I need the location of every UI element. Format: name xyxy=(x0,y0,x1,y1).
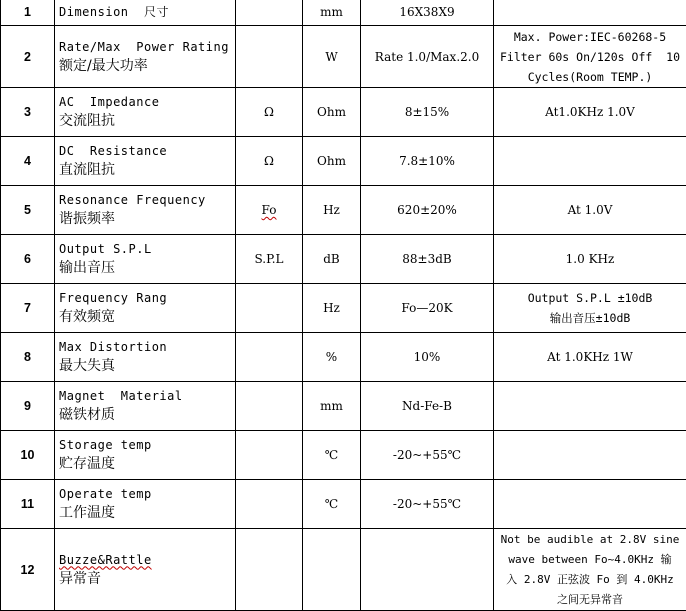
value-cell: 620±20% xyxy=(361,186,494,235)
value-cell: Fo—20K xyxy=(361,284,494,333)
item-name xyxy=(55,88,236,137)
spec-table-body xyxy=(1,0,686,611)
item-name-en: Max Distortion xyxy=(59,338,231,356)
unit-cell: W xyxy=(303,26,361,88)
item-name xyxy=(55,431,236,480)
remarks-cell: 1.0 KHz xyxy=(494,235,686,284)
value-cell: -20~+55℃ xyxy=(361,480,494,529)
row-number: 2 xyxy=(1,26,55,88)
item-name xyxy=(55,186,236,235)
row-number: 8 xyxy=(1,333,55,382)
table-row xyxy=(1,529,686,611)
row-number: 6 xyxy=(1,235,55,284)
symbol-cell: S.P.L xyxy=(236,235,303,284)
item-name xyxy=(55,235,236,284)
item-name xyxy=(55,382,236,431)
unit-cell: ℃ xyxy=(303,431,361,480)
symbol-cell xyxy=(236,529,303,611)
value-cell xyxy=(361,529,494,611)
item-name-cn: 工作温度 xyxy=(59,503,231,523)
table-row xyxy=(1,186,686,235)
table-row xyxy=(1,137,686,186)
item-name-en: Buzze&Rattle xyxy=(59,551,152,569)
item-name-cn: 额定/最大功率 xyxy=(59,56,231,76)
symbol-cell xyxy=(236,480,303,529)
remarks-cell xyxy=(494,137,686,186)
symbol-cell: Ω xyxy=(236,137,303,186)
value-cell: 16X38X9 xyxy=(361,0,494,26)
remarks-text: Not be audible at 2.8V sine wave between Fo~4.0KHz 输 入 2.8V 正弦波 Fo 到 4.0KHz 之间无异常音 xyxy=(498,530,682,610)
table-row xyxy=(1,0,686,26)
symbol-cell: Ω xyxy=(236,88,303,137)
item-name-cn: 交流阻抗 xyxy=(59,111,231,131)
item-name xyxy=(55,26,236,88)
table-row xyxy=(1,431,686,480)
table-row xyxy=(1,480,686,529)
item-name xyxy=(55,480,236,529)
table-row xyxy=(1,333,686,382)
remarks-cell xyxy=(494,431,686,480)
unit-cell: % xyxy=(303,333,361,382)
remarks-cell: At 1.0V xyxy=(494,186,686,235)
item-name-en: Frequency Rang xyxy=(59,289,231,307)
item-name-en: AC Impedance xyxy=(59,93,231,111)
row-number: 5 xyxy=(1,186,55,235)
value-cell: Nd-Fe-B xyxy=(361,382,494,431)
remarks-cell xyxy=(494,529,686,611)
remarks-text: Output S.P.L ±10dB 输出音压±10dB xyxy=(498,288,682,328)
remarks-text: Max. Power:IEC-60268-5 Filter 60s On/120s Off 10 Cycles(Room TEMP.) xyxy=(498,27,682,87)
row-number: 12 xyxy=(1,529,55,611)
symbol-cell xyxy=(236,186,303,235)
row-number: 7 xyxy=(1,284,55,333)
table-row xyxy=(1,88,686,137)
remarks-cell xyxy=(494,26,686,88)
row-number: 9 xyxy=(1,382,55,431)
unit-cell: Ohm xyxy=(303,88,361,137)
table-row xyxy=(1,382,686,431)
item-name-cn: 直流阻抗 xyxy=(59,160,231,180)
remarks-cell xyxy=(494,382,686,431)
row-number: 10 xyxy=(1,431,55,480)
item-name-cn: 最大失真 xyxy=(59,356,231,376)
row-number: 3 xyxy=(1,88,55,137)
unit-cell: Hz xyxy=(303,186,361,235)
item-name-en: Rate/Max Power Rating xyxy=(59,38,231,56)
item-name xyxy=(55,284,236,333)
item-name xyxy=(55,0,236,26)
item-name-en: Dimension 尺寸 xyxy=(59,3,231,21)
value-cell: Rate 1.0/Max.2.0 xyxy=(361,26,494,88)
item-name xyxy=(55,333,236,382)
symbol-cell xyxy=(236,284,303,333)
value-cell: 10% xyxy=(361,333,494,382)
remarks-cell xyxy=(494,0,686,26)
remarks-cell: At 1.0KHz 1W xyxy=(494,333,686,382)
row-number: 1 xyxy=(1,0,55,26)
unit-cell: Hz xyxy=(303,284,361,333)
row-number: 4 xyxy=(1,137,55,186)
value-cell: 7.8±10% xyxy=(361,137,494,186)
item-name-en: Operate temp xyxy=(59,485,231,503)
table-row xyxy=(1,235,686,284)
item-name xyxy=(55,137,236,186)
unit-cell: dB xyxy=(303,235,361,284)
symbol-cell xyxy=(236,431,303,480)
item-name-en: Resonance Frequency xyxy=(59,191,231,209)
item-name-cn: 磁铁材质 xyxy=(59,405,231,425)
item-name-en: DC Resistance xyxy=(59,142,231,160)
item-name-cn: 贮存温度 xyxy=(59,454,231,474)
item-name-en: Magnet Material xyxy=(59,387,231,405)
remarks-cell xyxy=(494,284,686,333)
item-name-cn: 有效频宽 xyxy=(59,307,231,327)
symbol-cell xyxy=(236,26,303,88)
symbol-text: Fo xyxy=(262,203,277,217)
unit-cell: Ohm xyxy=(303,137,361,186)
remarks-cell: At1.0KHz 1.0V xyxy=(494,88,686,137)
unit-cell: mm xyxy=(303,0,361,26)
symbol-cell xyxy=(236,0,303,26)
item-name xyxy=(55,529,236,611)
unit-cell xyxy=(303,529,361,611)
value-cell: 8±15% xyxy=(361,88,494,137)
value-cell: -20~+55℃ xyxy=(361,431,494,480)
item-name-en: Output S.P.L xyxy=(59,240,231,258)
value-cell: 88±3dB xyxy=(361,235,494,284)
table-row xyxy=(1,26,686,88)
item-name-cn: 谐振频率 xyxy=(59,209,231,229)
row-number: 11 xyxy=(1,480,55,529)
unit-cell: mm xyxy=(303,382,361,431)
item-name-cn: 输出音压 xyxy=(59,258,231,278)
remarks-cell xyxy=(494,480,686,529)
symbol-cell xyxy=(236,333,303,382)
symbol-cell xyxy=(236,382,303,431)
item-name-en: Storage temp xyxy=(59,436,231,454)
table-row xyxy=(1,284,686,333)
unit-cell: ℃ xyxy=(303,480,361,529)
item-name-cn: 异常音 xyxy=(59,569,231,589)
